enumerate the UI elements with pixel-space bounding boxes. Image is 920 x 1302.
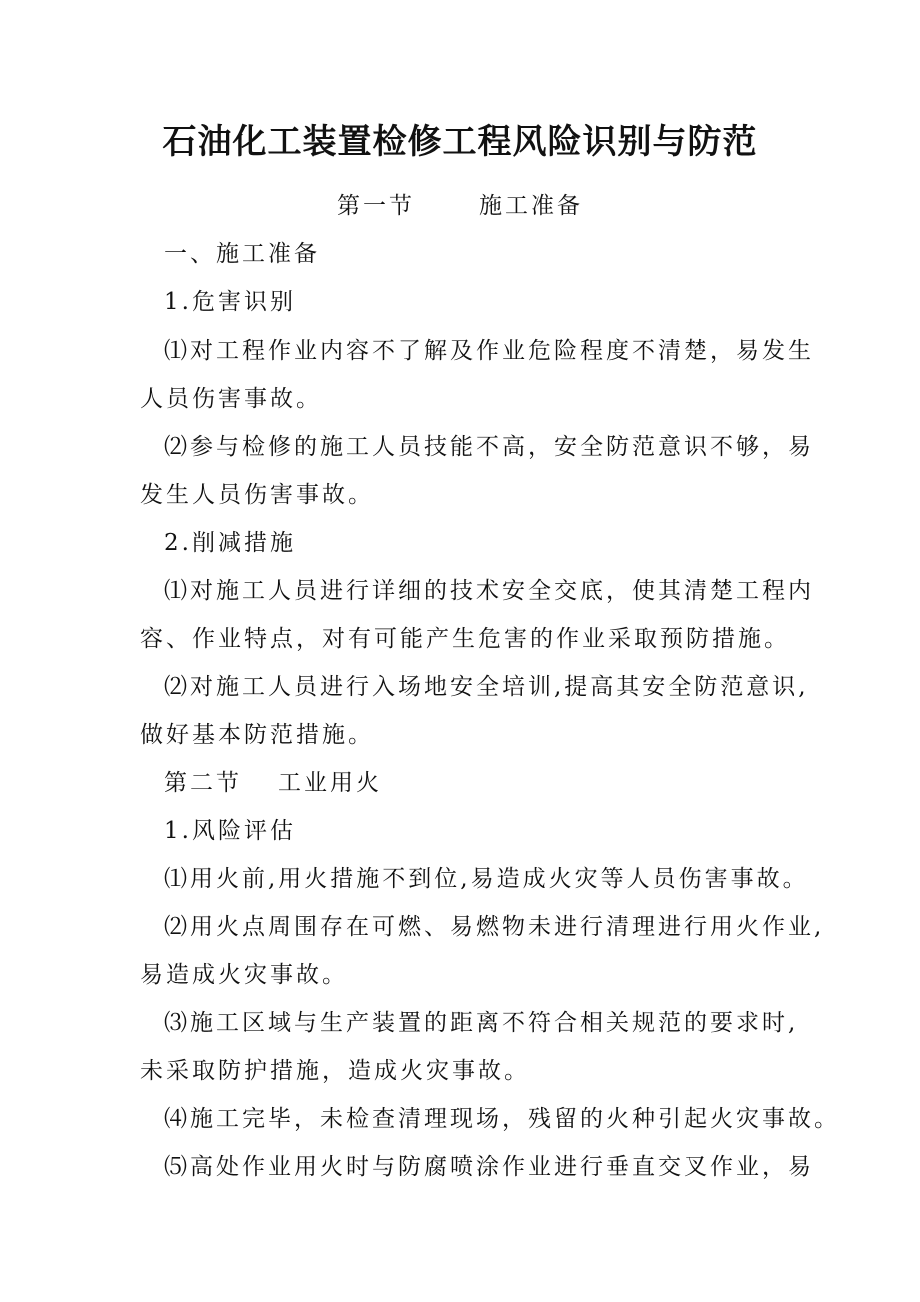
measure-item-2-line-2: 做好基本防范措施。 [140, 722, 374, 748]
mitigation-measures-heading: 2.削减措施 [164, 530, 296, 556]
risk-item-4: ⑷施工完毕，未检查清理现场，残留的火种引起火灾事故。 [164, 1106, 840, 1132]
hazard-item-1-line-1: ⑴对工程作业内容不了解及作业危险程度不清楚，易发生 [164, 338, 814, 364]
section-2-name: 工业用火 [278, 770, 382, 796]
heading-construction-preparation: 一、施工准备 [164, 241, 320, 267]
risk-item-3-line-2: 未采取防护措施，造成火灾事故。 [140, 1058, 530, 1084]
hazard-item-2-line-1: ⑵参与检修的施工人员技能不高，安全防范意识不够，易 [164, 434, 814, 460]
section-1-name: 施工准备 [479, 193, 583, 219]
hazard-item-1-line-2: 人员伤害事故。 [140, 386, 322, 412]
risk-item-3-line-1: ⑶施工区域与生产装置的距离不符合相关规范的要求时, [164, 1010, 799, 1036]
section-1-label: 第一节 [337, 193, 415, 219]
hazard-identification-heading: 1.危害识别 [164, 289, 296, 315]
section-2-heading [164, 765, 824, 801]
measure-item-2-line-1: ⑵对施工人员进行入场地安全培训,提高其安全防范意识, [164, 674, 809, 700]
section-2-label: 第二节 [164, 770, 242, 796]
risk-assessment-heading: 1.风险评估 [164, 818, 296, 844]
document-title: 石油化工装置检修工程风险识别与防范 [162, 122, 758, 162]
risk-item-5-line-1: ⑸高处作业用火时与防腐喷涂作业进行垂直交叉作业，易 [164, 1154, 814, 1180]
section-1-heading [0, 188, 920, 224]
measure-item-1-line-1: ⑴对施工人员进行详细的技术安全交底，使其清楚工程内 [164, 578, 814, 604]
hazard-item-2-line-2: 发生人员伤害事故。 [140, 482, 374, 508]
risk-item-1: ⑴用火前,用火措施不到位,易造成火灾等人员伤害事故。 [164, 866, 809, 892]
risk-item-2-line-2: 易造成火灾事故。 [140, 962, 348, 988]
risk-item-2-line-1: ⑵用火点周围存在可燃、易燃物未进行清理进行用火作业, [164, 914, 825, 940]
measure-item-1-line-2: 容、作业特点，对有可能产生危害的作业采取预防措施。 [140, 626, 790, 652]
